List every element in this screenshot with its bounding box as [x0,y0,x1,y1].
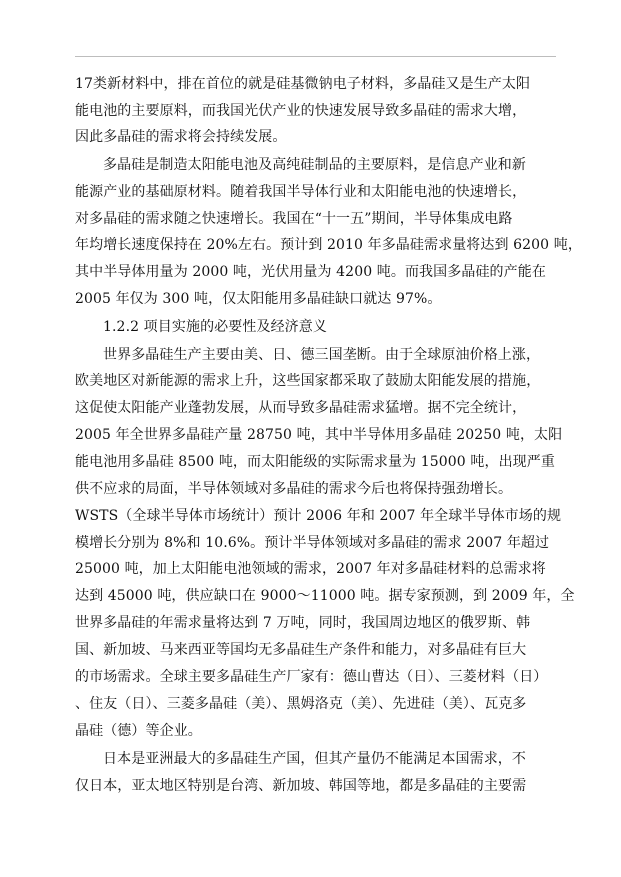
text-line: 仅日本，亚太地区特别是台湾、新加坡、韩国等地，都是多晶硅的主要需 [75,778,527,794]
text-line: 晶硅（德）等企业。 [75,723,202,739]
text-line: 世界多晶硅生产主要由美、日、德三国垄断。由于全球原油价格上涨， [103,347,541,363]
text-line: 、住友（日）、三菱多晶硅（美）、黑姆洛克（美）、先进硅（美）、瓦克多 [75,696,527,712]
text-line: WSTS（全球半导体市场统计）预计 2006 年和 2007 年全球半导体市场的规 [75,508,562,524]
text-line: 能电池用多晶硅 8500 吨，而太阳能级的实际需求量为 15000 吨，出现严重 [75,454,555,470]
text-line: 日本是亚洲最大的多晶硅生产国，但其产量仍不能满足本国需求，不 [103,751,526,767]
text-line: 这促使太阳能产业蓬勃发展，从而导致多晶硅需求猛增。据不完全统计， [75,400,527,416]
text-line: 年均增长速度保持在 20%左右。预计到 2010 年多晶硅需求量将达到 6200 吨， [75,237,582,253]
text-line: 达到 45000 吨，供应缺口在 9000～11000 吨。据专家预测，到 2009 年，全 [75,588,575,604]
text-line: 2005 年全世界多晶硅产量 28750 吨，其中半导体用多晶硅 20250 吨，太阳 [75,427,563,443]
text-line: 国、新加坡、马来西亚等国均无多晶硅生产条件和能力，对多晶硅有巨大 [75,642,527,658]
text-line: 因此多晶硅的需求将会持续发展。 [75,129,287,145]
header-rule [75,56,556,57]
text-line: 17类新材料中，排在首位的就是硅基微钠电子材料，多晶硅又是生产太阳 [75,76,531,92]
section-heading: 1.2.2 项目实施的必要性及经济意义 [103,319,327,335]
text-line: 的市场需求。全球主要多晶硅生产厂家有：德山曹达（日）、三菱材料（日） [75,669,548,685]
text-line: 多晶硅是制造太阳能电池及高纯硅制品的主要原料，是信息产业和新 [103,157,526,173]
text-line: 对多晶硅的需求随之快速增长。我国在“十一五”期间，半导体集成电路 [75,211,513,227]
text-line: 能源产业的基础原材料。随着我国半导体行业和太阳能电池的快速增长， [75,184,527,200]
text-line: 25000 吨，加上太阳能电池领域的需求，2007 年对多晶硅材料的总需求将 [75,561,546,577]
text-line: 供不应求的局面，半导体领域对多晶硅的需求今后也将保持强劲增长。 [75,481,513,497]
text-line: 模增长分别为 8%和 10.6%。预计半导体领域对多晶硅的需求 2007 年超过 [75,535,550,551]
text-line: 其中半导体用量为 2000 吨，光伏用量为 4200 吨。而我国多晶硅的产能在 [75,264,546,280]
text-line: 2005 年仅为 300 吨，仅太阳能用多晶硅缺口就达 97%。 [75,291,442,307]
text-line: 世界多晶硅的年需求量将达到 7 万吨，同时，我国周边地区的俄罗斯、韩 [75,615,531,631]
text-line: 欧美地区对新能源的需求上升，这些国家都采取了鼓励太阳能发展的措施， [75,373,541,389]
text-line: 能电池的主要原料，而我国光伏产业的快速发展导致多晶硅的需求大增， [75,103,527,119]
